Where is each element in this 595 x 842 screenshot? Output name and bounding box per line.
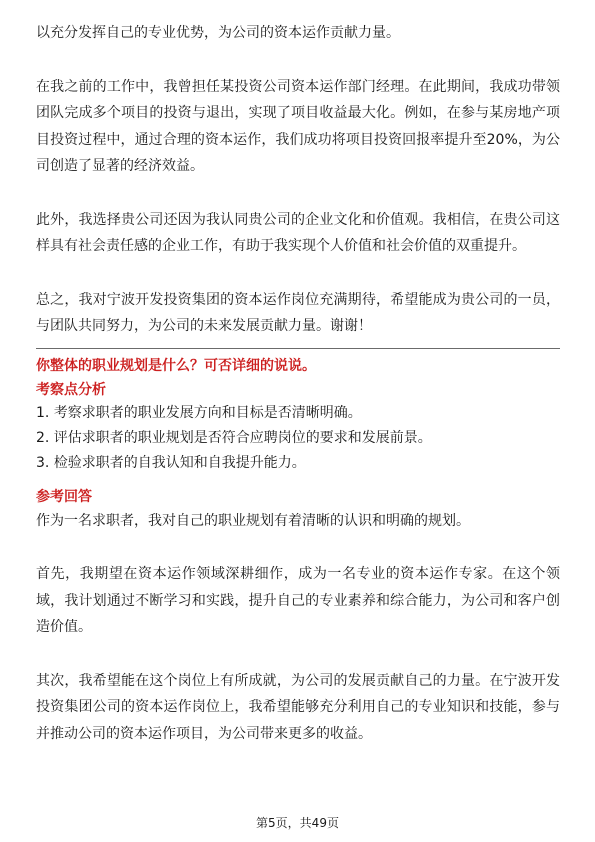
analysis-list-item: 1. 考察求职者的职业发展方向和目标是否清晰明确。 — [36, 404, 362, 421]
paragraph-gap — [36, 47, 560, 74]
analysis-heading: 考察点分析 — [36, 381, 106, 398]
answer-paragraph: 首先，我期望在资本运作领域深耕细作，成为一名专业的资本运作专家。在这个领域，我计划通过不断学习和实践，提升自己的专业素养和综合能力，为公司和客户创造价值。 — [36, 566, 560, 635]
paragraph-gap — [36, 534, 560, 561]
analysis-list — [36, 401, 560, 476]
section-divider — [36, 348, 560, 349]
page-number-footer: 第5页，共49页 — [256, 816, 339, 830]
paragraph-gap — [36, 180, 560, 207]
body-paragraph: 在我之前的工作中，我曾担任某投资公司资本运作部门经理。在此期间，我成功带领团队完成多个项目的投资与退出，实现了项目收益最大化。例如，在参与某房地产项目投资过程中，通过合理的资本运作，我们成功将项目投资回报率提升至20%，为公司创造了显著的经济效益。 — [36, 78, 560, 174]
analysis-list-item: 2. 评估求职者的职业规划是否符合应聘岗位的要求和发展前景。 — [36, 429, 432, 446]
page-content — [36, 20, 560, 747]
answer-paragraph: 作为一名求职者，我对自己的职业规划有着清晰的认识和明确的规划。 — [36, 512, 470, 529]
answer-heading: 参考回答 — [36, 488, 92, 505]
interview-question: 你整体的职业规划是什么？可否详细的说说。 — [36, 357, 316, 374]
analysis-list-item: 3. 检验求职者的自我认知和自我提升能力。 — [36, 454, 306, 471]
paragraph-gap — [36, 260, 560, 287]
body-paragraph: 以充分发挥自己的专业优势，为公司的资本运作贡献力量。 — [36, 25, 400, 41]
answer-paragraph: 其次，我希望能在这个岗位上有所成就，为公司的发展贡献自己的力量。在宁波开发投资集团公司的资本运作岗位上，我希望能够充分利用自己的专业知识和技能，参与并推动公司的资本运作项目，为公司带来更多的收益。 — [36, 672, 560, 742]
body-paragraph: 总之，我对宁波开发投资集团的资本运作岗位充满期待，希望能成为贵公司的一员，与团队共同努力，为公司的未来发展贡献力量。谢谢！ — [36, 291, 560, 334]
paragraph-gap — [36, 641, 560, 668]
body-paragraph: 此外，我选择贵公司还因为我认同贵公司的企业文化和价值观。我相信，在贵公司这样具有社会责任感的企业工作，有助于我实现个人价值和社会价值的双重提升。 — [36, 211, 560, 254]
